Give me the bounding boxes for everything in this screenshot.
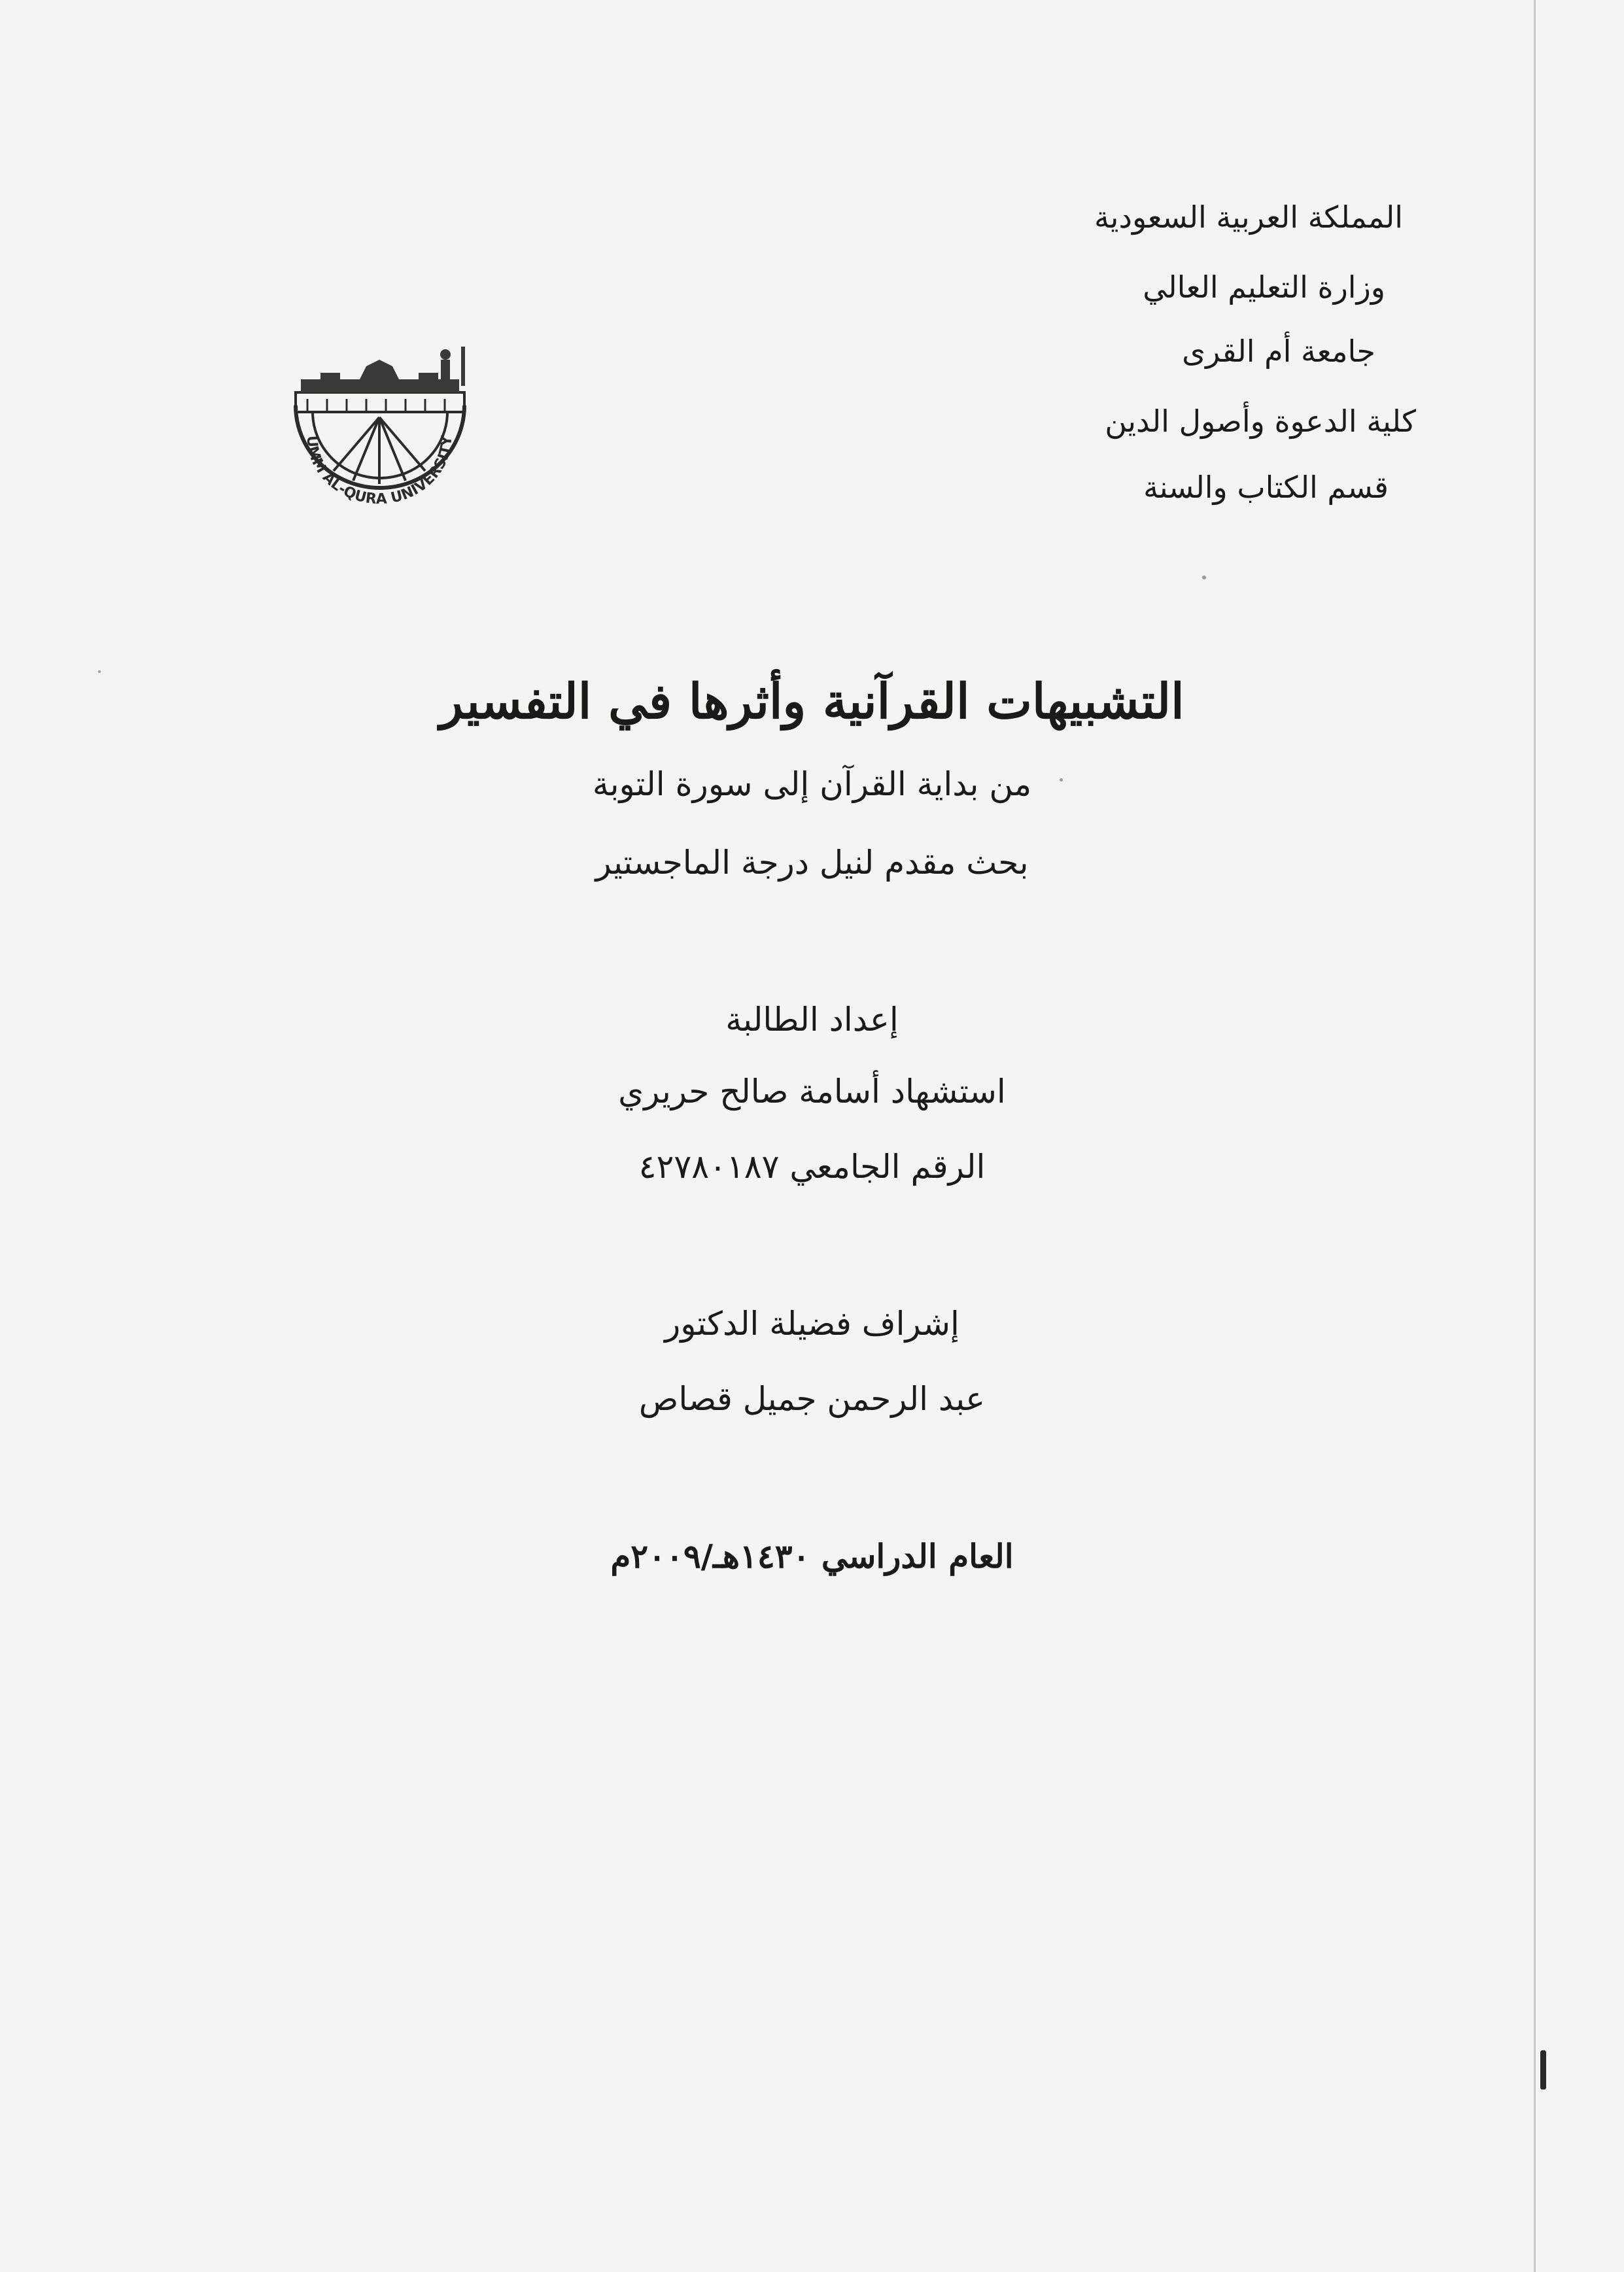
university-name: جامعة أم القرى (1182, 334, 1375, 369)
university-seal-icon (281, 340, 471, 510)
country-name: المملكة العربية السعودية (1094, 199, 1403, 235)
scan-speck (98, 670, 101, 673)
college-name: كلية الدعوة وأصول الدين (1105, 404, 1416, 439)
degree-statement: بحث مقدم لنيل درجة الماجستير (595, 844, 1029, 882)
seal-text: UMM AL-QURA UNIVERSITY (303, 435, 456, 508)
binding-mark (1540, 2050, 1546, 2090)
ministry-name: وزارة التعليم العالي (1143, 269, 1385, 305)
thesis-title: التشبيهات القرآنية وأثرها في التفسير (440, 674, 1184, 730)
supervision-label: إشراف فضيلة الدكتور (665, 1305, 959, 1343)
student-id: الرقم الجامعي ٤٢٧٨٠١٨٧ (638, 1148, 986, 1186)
department-name: قسم الكتاب والسنة (1143, 470, 1389, 505)
student-name: استشهاد أسامة صالح حريري (618, 1073, 1006, 1110)
page-edge-line (1534, 0, 1536, 2272)
thesis-scope: من بداية القرآن إلى سورة التوبة (592, 765, 1032, 803)
supervisor-name: عبد الرحمن جميل قصاص (638, 1380, 986, 1418)
academic-year: العام الدراسي ١٤٣٠هـ/٢٠٠٩م (610, 1537, 1014, 1575)
prepared-by-label: إعداد الطالبة (725, 1001, 899, 1039)
scan-speck (1202, 576, 1206, 579)
